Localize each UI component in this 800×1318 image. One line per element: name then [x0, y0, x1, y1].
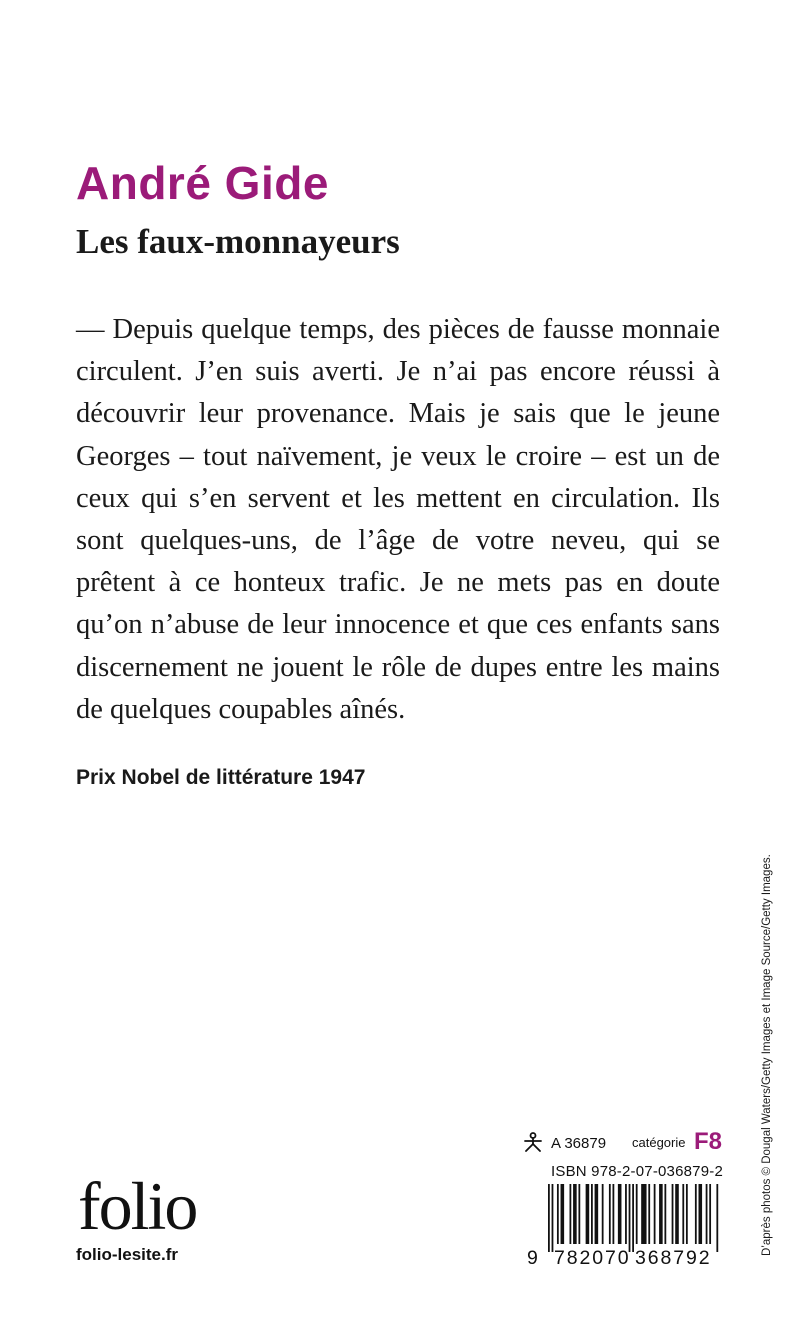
- barcode-bar: [648, 1184, 650, 1244]
- barcode-bar: [695, 1184, 697, 1244]
- excerpt-text: — Depuis quelque temps, des pièces de fausse monnaie circulent. J’en suis averti. Je n’ai pas encore réussi à découvrir leur provenance. Mais je sais que le jeune Georges – tout naïvement, je veux le croire – est un de ceux qui s’en servent et les mettent en circulation. Ils sont quelques-uns, de l’âge de votre neveu, qui se prêtent à ce honteux trafic. Je ne mets pas en doute qu’on n’abuse de leur innocence et que ces enfants sans discernement ne jouent le rôle de dupes entre les mains de quelques coupables aînés.: [76, 314, 720, 725]
- category-label: catégorie: [632, 1135, 686, 1150]
- barcode-bar: [686, 1184, 688, 1244]
- barcode-bar: [654, 1184, 656, 1244]
- barcode-bar: [716, 1184, 718, 1252]
- barcode-bar: [602, 1184, 604, 1244]
- photo-credit: D’après photos © Dougal Waters/Getty Images et Image Source/Getty Images.: [761, 854, 773, 1256]
- barcode-bar: [632, 1184, 634, 1252]
- barcode-bar: [675, 1184, 679, 1244]
- barcode-digits: [527, 1246, 723, 1270]
- barcode-bar: [625, 1184, 627, 1244]
- barcode-bar: [664, 1184, 666, 1244]
- barcode-bar: [699, 1184, 703, 1244]
- barcode-bar: [636, 1184, 638, 1244]
- barcode-bar: [613, 1184, 615, 1244]
- barcode-right-group: 368792: [635, 1247, 712, 1269]
- barcode-left-group: 782070: [554, 1247, 631, 1269]
- isbn: ISBN 978-2-07-036879-2: [551, 1163, 724, 1180]
- barcode-bar: [573, 1184, 577, 1244]
- barcode-bar: [552, 1184, 554, 1252]
- barcode-bar: [578, 1184, 580, 1244]
- barcode-bar: [609, 1184, 611, 1244]
- barcode-bar: [561, 1184, 565, 1244]
- barcode-bar: [548, 1184, 550, 1252]
- folio-logo: folio: [78, 1168, 197, 1244]
- barcode-bar: [706, 1184, 708, 1244]
- barcode-bar: [586, 1184, 590, 1244]
- publisher-website[interactable]: folio-lesite.fr: [76, 1245, 179, 1264]
- product-code: A 36879: [551, 1135, 607, 1152]
- gallimard-seal-icon: [521, 1132, 545, 1152]
- barcode-bar: [618, 1184, 622, 1244]
- barcode-bar: [629, 1184, 631, 1252]
- barcode-bar: [591, 1184, 593, 1244]
- barcode-bar: [709, 1184, 711, 1244]
- barcode-bar: [557, 1184, 559, 1244]
- book-title: Les faux-monnayeurs: [76, 222, 400, 261]
- author-name: André Gide: [76, 157, 329, 209]
- product-code-row: [521, 1130, 721, 1160]
- barcode-bar: [682, 1184, 684, 1244]
- category-value: F8: [694, 1128, 723, 1155]
- barcode-bar: [672, 1184, 674, 1244]
- barcode-bar: [595, 1184, 599, 1244]
- barcode: [548, 1184, 720, 1252]
- barcode-bar: [570, 1184, 572, 1244]
- barcode-lead-digit: 9: [527, 1247, 538, 1269]
- prize-line: Prix Nobel de littérature 1947: [76, 766, 366, 789]
- barcode-bar: [641, 1184, 646, 1244]
- barcode-bar: [659, 1184, 663, 1244]
